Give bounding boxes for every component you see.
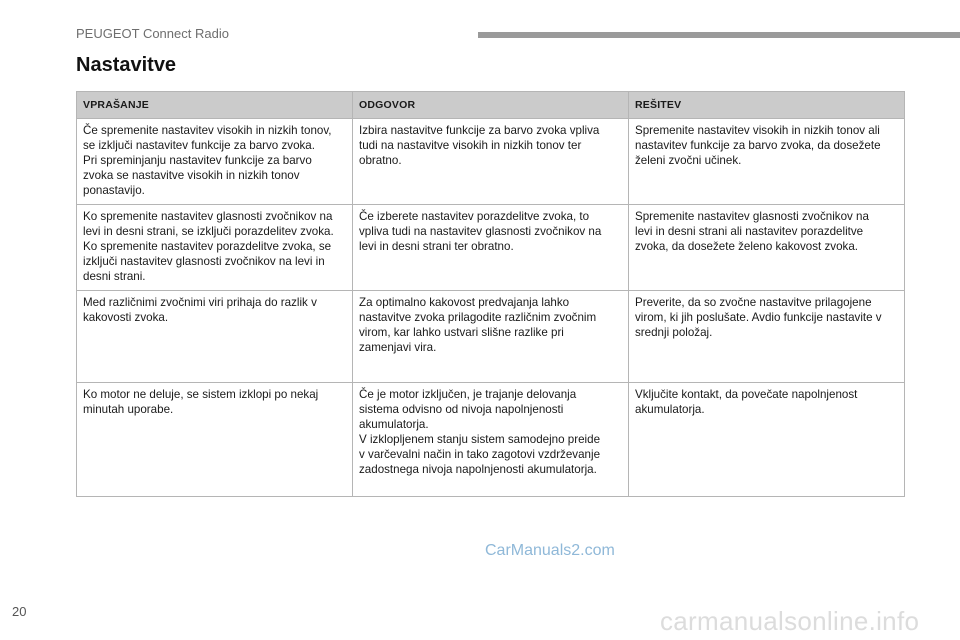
solution-cell xyxy=(629,291,905,383)
table-row xyxy=(77,205,905,291)
answer-cell xyxy=(353,119,629,205)
question-text: Ko motor ne deluje, se sistem izklopi po nekaj minutah uporabe. xyxy=(83,388,319,416)
answer-text: Izbira nastavitve funkcije za barvo zvoka vpliva tudi na nastavitve visokih in nizkih tonov ter obratno. xyxy=(359,124,600,167)
column-header-solution: REŠITEV xyxy=(629,92,905,119)
manual-header-title: PEUGEOT Connect Radio xyxy=(76,26,229,41)
answer-text: Če izberete nastavitev porazdelitve zvoka, to vpliva tudi na nastavitev glasnosti zvočnikov na levi in desni strani ter obratno. xyxy=(359,210,602,253)
answer-cell xyxy=(353,383,629,497)
table-row xyxy=(77,383,905,497)
question-cell xyxy=(77,291,353,383)
question-cell xyxy=(77,383,353,497)
column-header-question: VPRAŠANJE xyxy=(77,92,353,119)
answer-cell xyxy=(353,205,629,291)
question-text: Če spremenite nastavitev visokih in nizkih tonov, se izključi nastavitev funkcije za barvo zvoka. Pri spreminjanju nastavitev funkcije za barvo zvoka se nastavitve visokih in nizkih tonov ponastavijo. xyxy=(83,124,332,197)
solution-text: Spremenite nastavitev visokih in nizkih tonov ali nastavitev funkcije za barvo zvoka, da dosežete želeni zvočni učinek. xyxy=(635,124,881,167)
question-cell xyxy=(77,205,353,291)
question-cell xyxy=(77,119,353,205)
settings-faq-table xyxy=(76,91,905,497)
solution-cell xyxy=(629,119,905,205)
solution-text: Preverite, da so zvočne nastavitve prilagojene virom, ki jih poslušate. Avdio funkcije nastavite v srednji položaj. xyxy=(635,296,882,339)
table-row xyxy=(77,291,905,383)
answer-text: Za optimalno kakovost predvajanja lahko nastavitve zvoka prilagodite različnim zvočnim virom, kar lahko ustvari slišne razlike pri zamenjavi vira. xyxy=(359,296,597,354)
page-title: Nastavitve xyxy=(76,54,177,76)
carmanuals2-watermark-link[interactable]: CarManuals2.com xyxy=(485,542,615,559)
question-text: Med različnimi zvočnimi viri prihaja do razlik v kakovosti zvoka. xyxy=(83,296,317,324)
page-number: 20 xyxy=(12,604,27,619)
answer-cell xyxy=(353,291,629,383)
table-header-row xyxy=(77,92,905,119)
solution-text: Spremenite nastavitev glasnosti zvočnikov na levi in desni strani ali nastavitev porazdelitve zvoka, da dosežete želeno kakovost zvoka. xyxy=(635,210,869,253)
question-text: Ko spremenite nastavitev glasnosti zvočnikov na levi in desni strani, se izključi porazdelitev zvoka. Ko spremenite nastavitev porazdelitve zvoka, se izključi nastavitev glasnosti zvočnikov na levi in desni strani. xyxy=(83,210,334,283)
carmanualsonline-watermark: carmanualsonline.info xyxy=(660,606,920,636)
table-row xyxy=(77,119,905,205)
column-header-answer: ODGOVOR xyxy=(353,92,629,119)
answer-text: Če je motor izključen, je trajanje delovanja sistema odvisno od nivoja napolnjenosti akumulatorja. V izklopljenem stanju sistem samodejno preide v varčevalni način in tako zagotovi vzdrževanje zadostnega nivoja napolnjenosti akumulatorja. xyxy=(359,388,601,476)
header-divider-bar xyxy=(478,32,960,38)
solution-cell xyxy=(629,383,905,497)
solution-cell xyxy=(629,205,905,291)
solution-text: Vključite kontakt, da povečate napolnjenost akumulatorja. xyxy=(635,388,858,416)
